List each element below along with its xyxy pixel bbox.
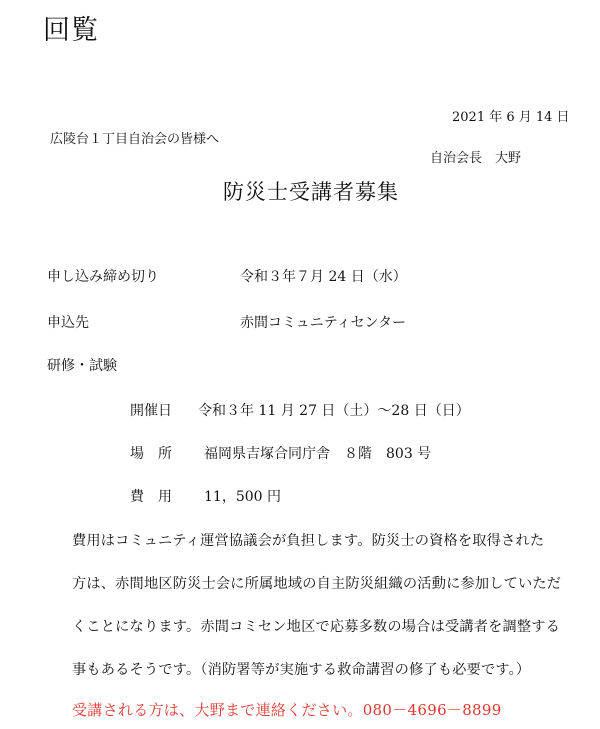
fee-value: 11，500 円 xyxy=(204,489,281,505)
event-date-value: 令和３年 11 月 27 日（土）～28 日（日） xyxy=(198,403,470,419)
deadline-label: 申し込み締め切り xyxy=(47,269,159,285)
venue-label: 場 所 xyxy=(130,446,172,462)
paragraph-line-3: くことになります。赤間コミセン地区で応募多数の場合は受講者を調整する xyxy=(72,619,561,635)
fee-label: 費 用 xyxy=(130,489,172,505)
sender-line: 自治会長 大野 xyxy=(430,151,522,166)
issue-date: 2021 年 6 月 14 日 xyxy=(452,110,570,125)
paragraph-line-1: 費用はコミュニティ運営協議会が負担します。防災士の資格を取得された xyxy=(72,533,545,549)
paragraph-line-4: 事もあるそうです。（消防署等が実施する救命講習の修了も必要です。） xyxy=(72,662,531,678)
event-date-label: 開催日 xyxy=(130,403,172,419)
contact-line: 受講される方は、大野まで連絡ください。080－4696－8899 xyxy=(72,701,502,719)
training-exam-label: 研修・試験 xyxy=(47,358,117,374)
paragraph-line-2: 方は、赤間地区防災士会に所属地域の自主防災組織の活動に参加していただ xyxy=(72,576,562,592)
circulation-stamp: 回覧 xyxy=(43,15,99,46)
recipient-line: 広陵台１丁目自治会の皆様へ xyxy=(50,132,220,147)
venue-value: 福岡県吉塚合同庁舎 ８階 803 号 xyxy=(204,446,432,462)
apply-to-label: 申込先 xyxy=(47,315,89,331)
deadline-value: 令和３年７月 24 日（水） xyxy=(240,269,407,285)
notice-title: 防災士受講者募集 xyxy=(223,180,399,204)
apply-to-value: 赤間コミュニティセンター xyxy=(240,315,407,331)
